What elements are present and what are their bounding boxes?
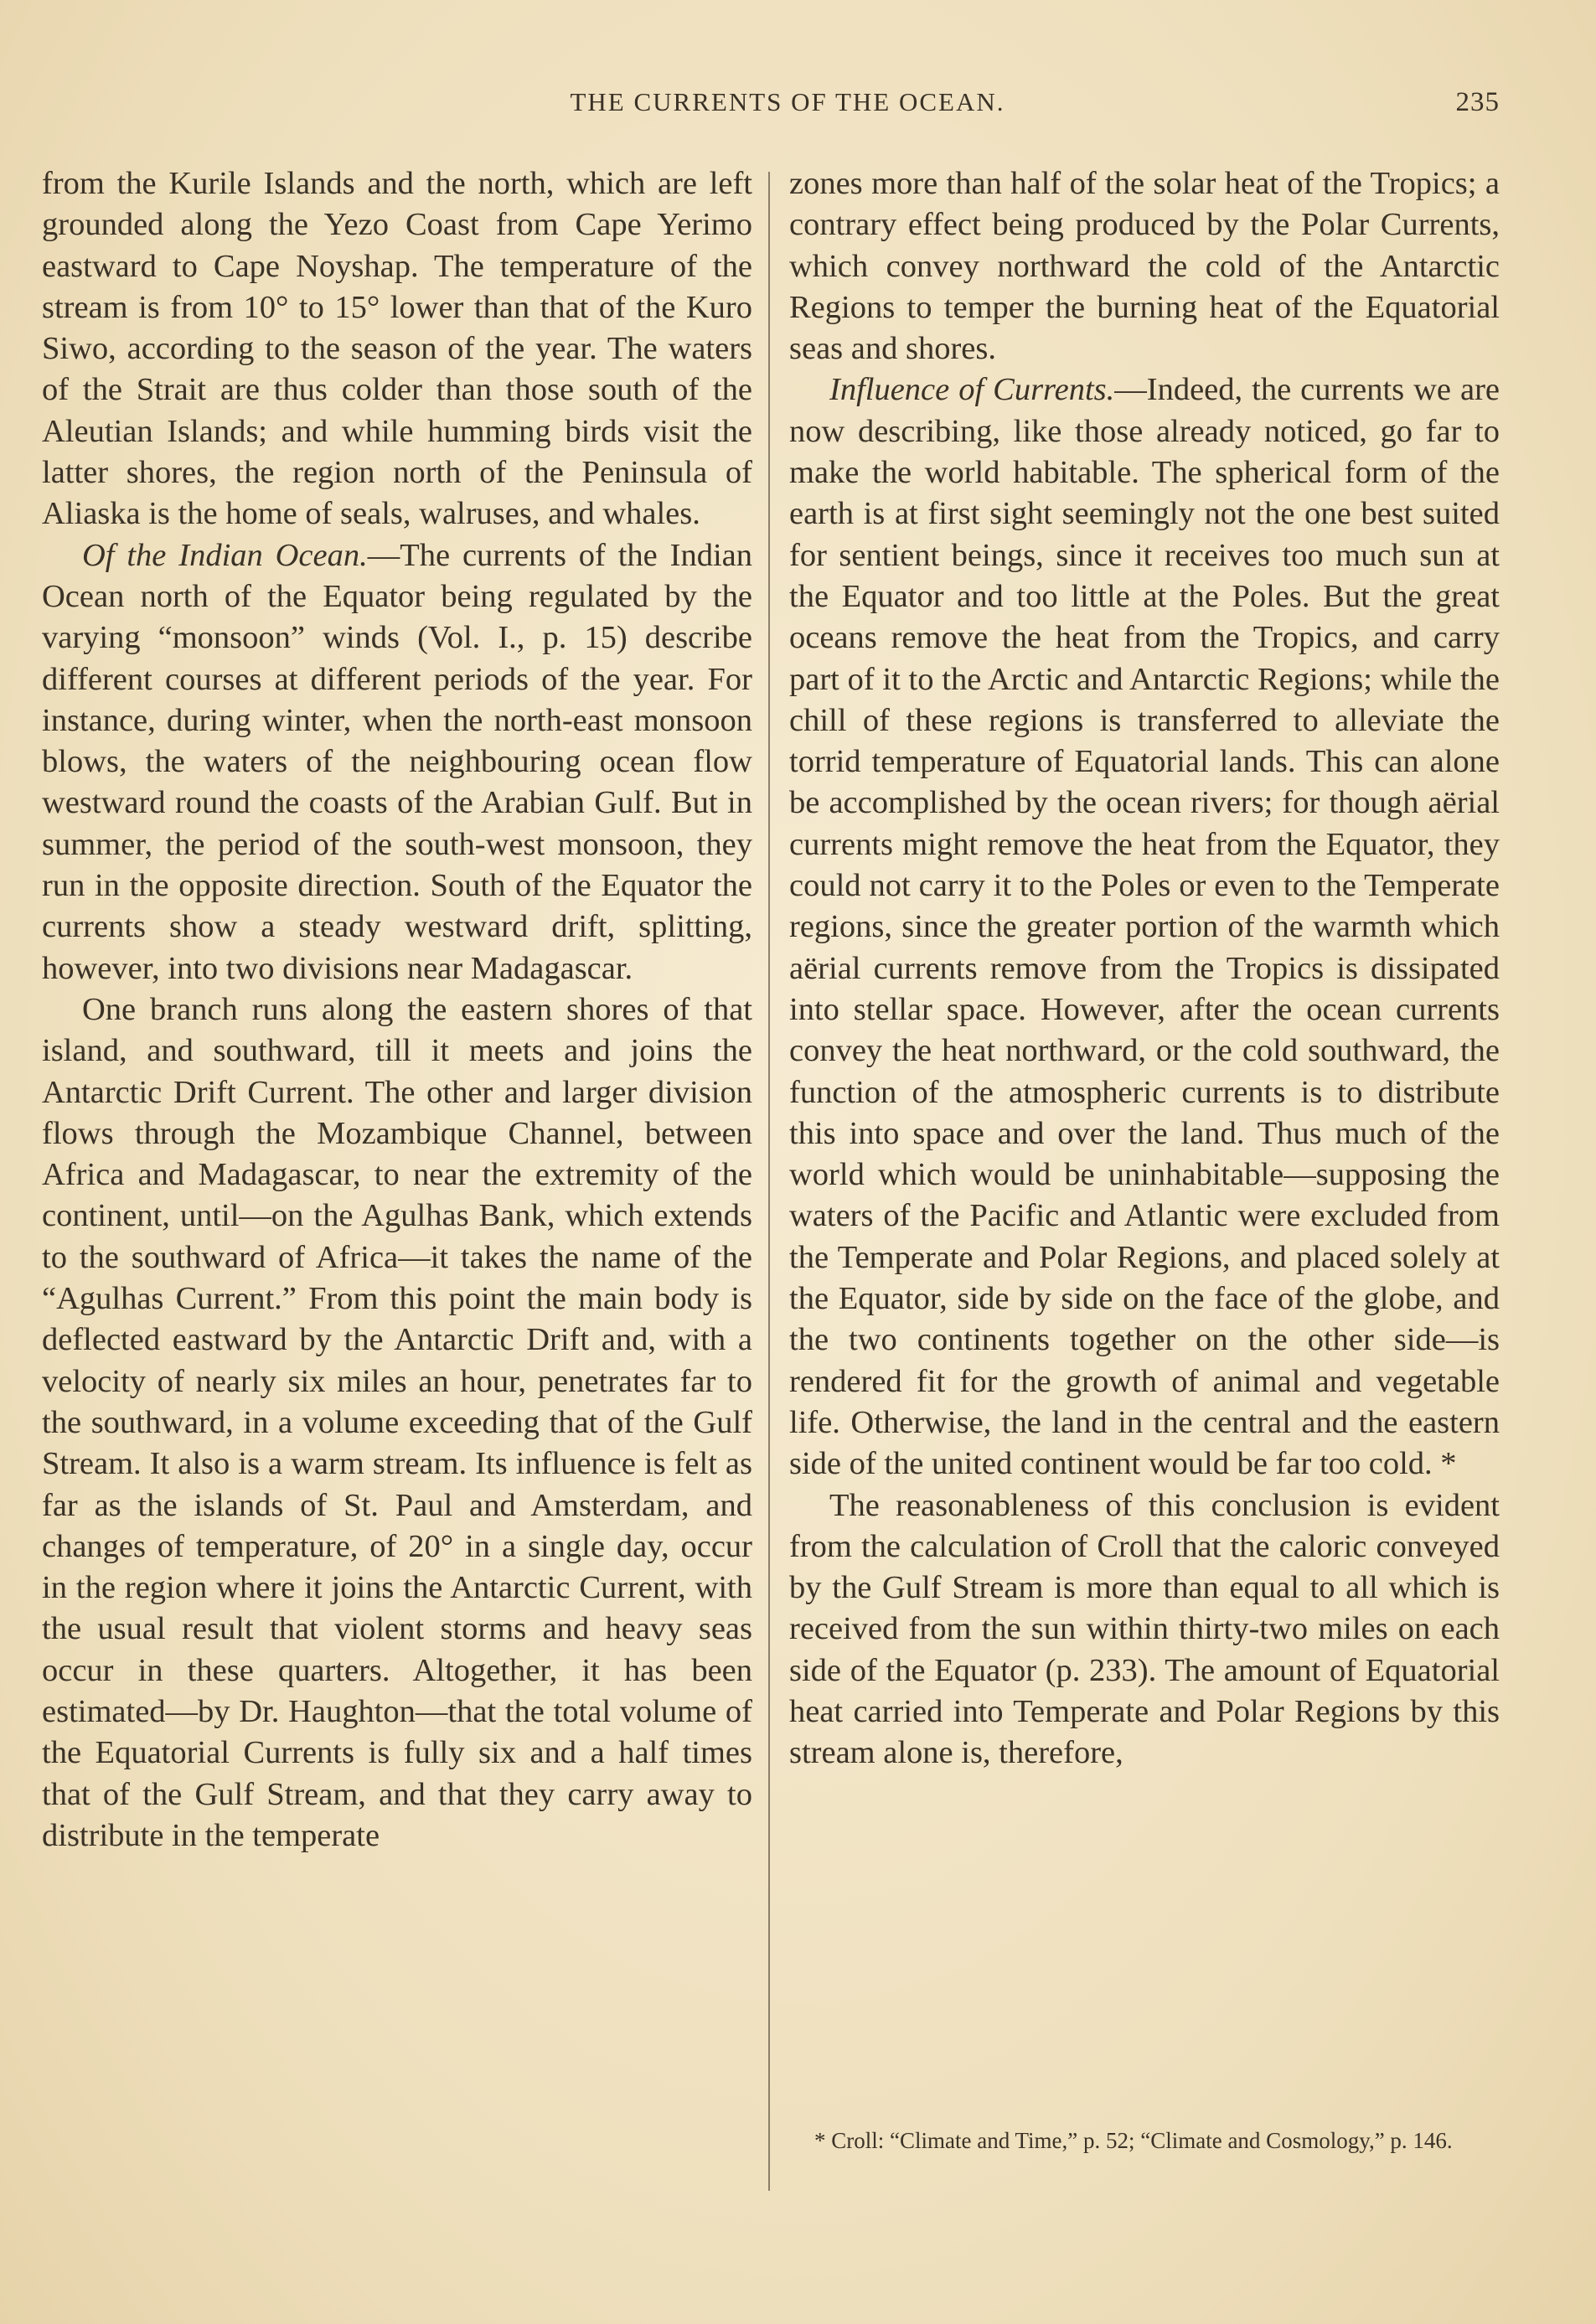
paragraph: zones more than half of the solar heat of the Tropics; a contrary effect being produced by the Polar Currents, which convey northward the cold of the Antarctic Regions to temper the burning heat of the Equatorial seas and shores. (789, 166, 1500, 367)
running-title: THE CURRENTS OF THE OCEAN. (570, 87, 1005, 116)
footnote (789, 2124, 1500, 2157)
paragraph: The reasonableness of this conclusion is evident from the calculation of Croll that the caloric conveyed by the Gulf Stream is more than equal to all which is received from the sun within thirty-two miles on each side of the Equator (p. 233). The amount of Equatorial heat carried into Temperate and Polar Regions by this stream alone is, therefore, (789, 1487, 1500, 1771)
running-head (75, 87, 1500, 121)
paragraph: from the Kurile Islands and the north, which are left grounded along the Yezo Coast from Cape Yerimo eastward to Cape Noyshap. The temperature of the stream is from 10° to 15° lower than that of the Kuro Siwo, according to the season of the year. The waters of the Strait are thus colder than those south of the Aleutian Islands; and while humming birds visit the latter shores, the region north of the Peninsula of Aliaska is the home of seals, walruses, and whales. (42, 166, 752, 532)
paragraph: One branch runs along the eastern shores of that island, and southward, till it meets and joins the Antarctic Drift Current. The other and larger division flows through the Mozambique Channel, between Africa and Madagascar, to near the extremity of the continent, until—on the Agulhas Bank, which extends to the southward of Africa—it takes the name of the “Agulhas Current.” From this point the main body is deflected eastward by the Antarctic Drift and, with a velocity of nearly six miles an hour, penetrates far to the southward, in a volume exceeding that of the Gulf Stream. It also is a warm stream. Its influence is felt as far as the islands of St. Paul and Amsterdam, and changes of temperature, of 20° in a single day, occur in the region where it joins the Antarctic Current, with the usual result that violent storms and heavy seas occur in these quarters. Altogether, it has been estimated—by Dr. Haughton—that the total volume of the Equatorial Currents is fully six and a half times that of the Gulf Stream, and that they carry away to distribute in the temperate (42, 991, 752, 1853)
section-heading: Influence of Currents. (829, 372, 1115, 408)
right-column (789, 163, 1500, 1774)
left-column (42, 163, 752, 1857)
paragraph (789, 369, 1500, 1485)
paragraph-body: —Indeed, the currents we are now describing, like those already noticed, go far to make the world habitable. The spherical form of the earth is at first sight seemingly not the one best suited for sentient beings, since it receives too much sun at the Equator and too little at the Poles. But the great oceans remove the heat from the Tropics, and carry part of it to the Arctic and Antarctic Regions; while the chill of these regions is transferred to alleviate the torrid temperature of Equatorial lands. This can alone be accomplished by the ocean rivers; for though aërial currents might remove the heat from the Equator, they could not carry it to the Poles or even to the Temperate regions, since the greater portion of the warmth which aërial currents remove from the Tropics is dissipated into stellar space. However, after the ocean currents convey the heat northward, or the cold southward, the function of the atmospheric currents is to distribute this into space and over the land. Thus much of the world which would be uninhabitable—supposing the waters of the Pacific and Atlantic were excluded from the Temperate and Polar Regions, and placed solely at the Equator, side by side on the face of the globe, and the two continents together on the other side—is rendered fit for the growth of animal and vegetable life. Otherwise, the land in the central and the eastern side of the united continent would be far too cold. * (789, 372, 1500, 1482)
paragraph-body: —The currents of the Indian Ocean north of the Equator being regulated by the varying “monsoon” winds (Vol. I., p. 15) describe different courses at different periods of the year. For instance, during winter, when the north-east monsoon blows, the waters of the neighbouring ocean flow westward round the coasts of the Arabian Gulf. But in summer, the period of the south-west monsoon, they run in the opposite direction. South of the Equator the currents show a steady westward drift, splitting, however, into two divisions near Madagascar. (42, 537, 752, 986)
paragraph (42, 535, 752, 989)
column-divider (768, 172, 770, 2191)
section-heading: Of the Indian Ocean. (82, 537, 368, 573)
page-number: 235 (1455, 87, 1500, 117)
footnote-text: * Croll: “Climate and Time,” p. 52; “Climate and Cosmology,” p. 146. (814, 2128, 1453, 2153)
